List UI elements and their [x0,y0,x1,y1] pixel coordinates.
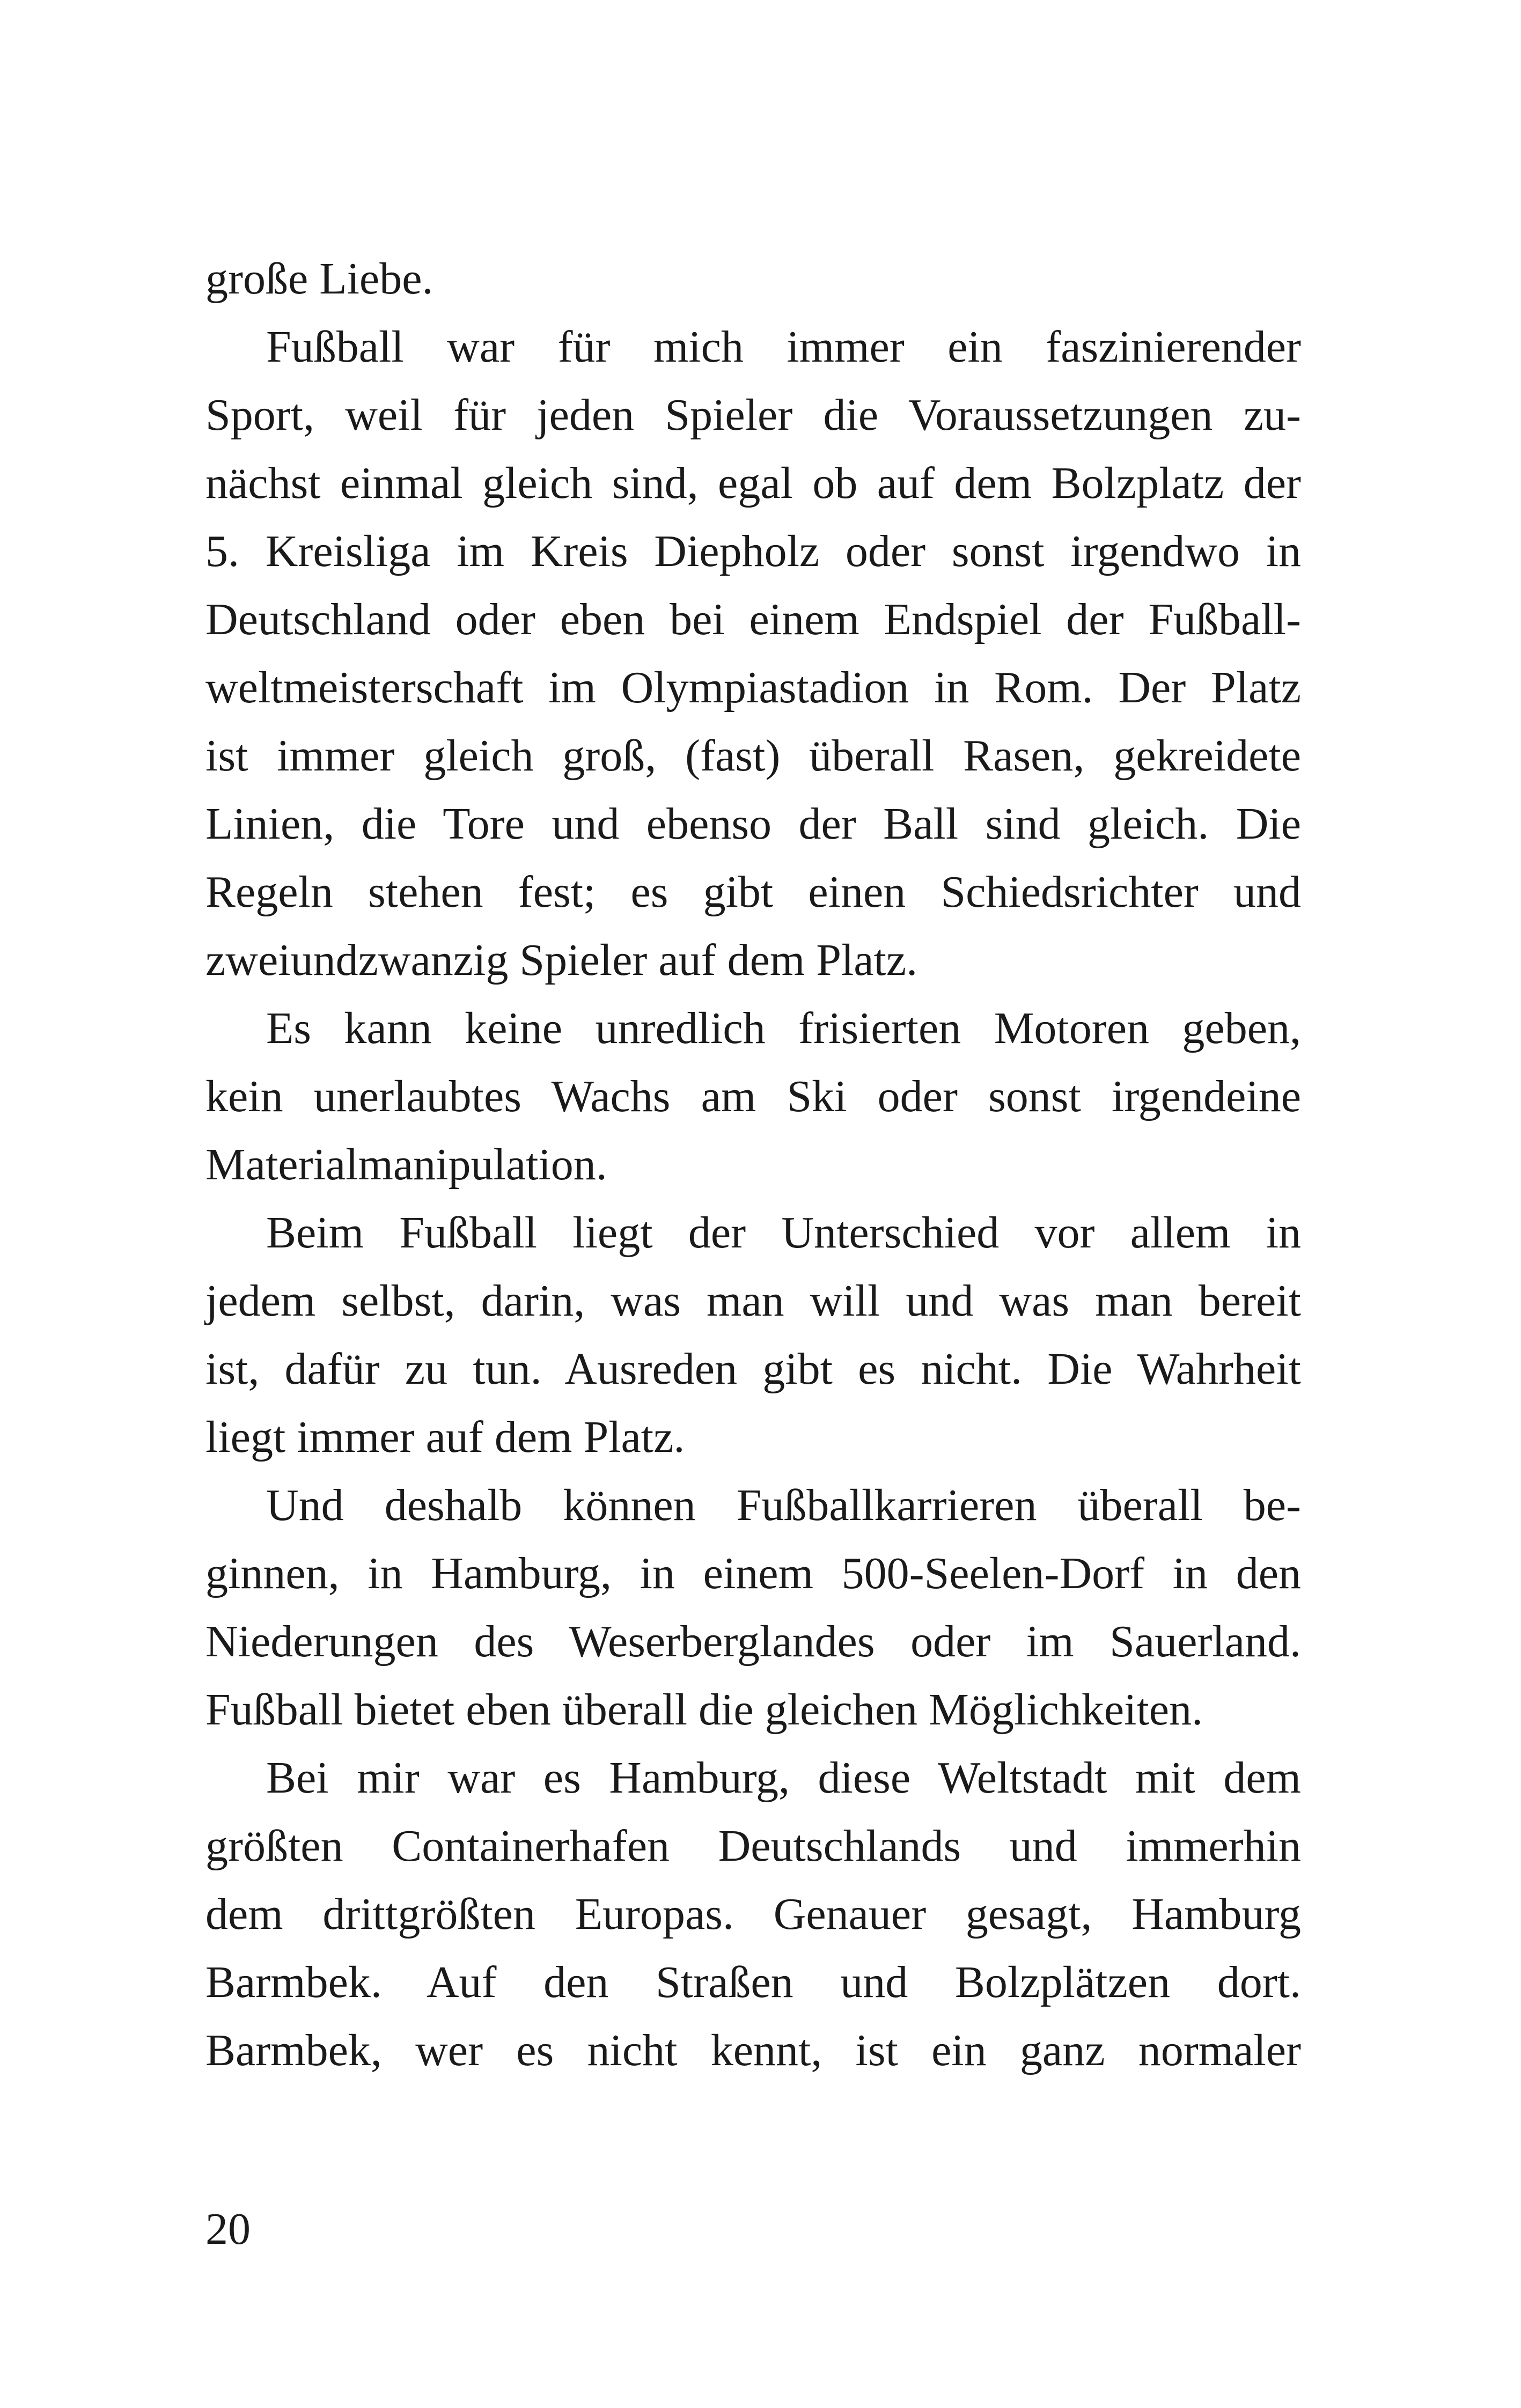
paragraph-first-line: Und deshalb können Fußballkarrieren überall be- [266,1480,1301,1530]
body-text [205,245,1301,2084]
text-line: jedem selbst, darin, was man will und was man bereit [205,1276,1301,1326]
paragraph-first-line: Bei mir war es Hamburg, diese Weltstadt mit dem [266,1753,1301,1803]
text-line: ist immer gleich groß, (fast) überall Rasen, gekreidete [205,731,1301,781]
text-line: Niederungen des Weserberglandes oder im Sauerland. [205,1617,1301,1666]
text-line: große Liebe. [205,254,433,304]
text-line: kein unerlaubtes Wachs am Ski oder sonst irgendeine [205,1071,1301,1121]
text-line: Barmbek. Auf den Straßen und Bolzplätzen dort. [205,1957,1301,2007]
text-line: Linien, die Tore und ebenso der Ball sind gleich. Die [205,799,1301,849]
text-line: zweiundzwanzig Spieler auf dem Platz. [205,935,918,985]
text-line: größten Containerhafen Deutschlands und immerhin [205,1821,1301,1871]
paragraph-first-line: Beim Fußball liegt der Unterschied vor allem in [266,1208,1301,1258]
text-line: Regeln stehen fest; es gibt einen Schiedsrichter und [205,867,1301,917]
text-line: Barmbek, wer es nicht kennt, ist ein ganz normaler [205,2025,1301,2075]
text-line: ginnen, in Hamburg, in einem 500-Seelen-Dorf in den [205,1548,1301,1598]
page-number: 20 [205,2204,251,2254]
text-line: dem drittgrößten Europas. Genauer gesagt, Hamburg [205,1889,1301,1939]
text-line: Sport, weil für jeden Spieler die Voraussetzungen zu- [205,390,1301,440]
text-line: Fußball bietet eben überall die gleichen Möglichkeiten. [205,1685,1203,1735]
paragraph-first-line: Fußball war für mich immer ein faszinierender [266,322,1301,372]
text-line: nächst einmal gleich sind, egal ob auf dem Bolzplatz der [205,458,1301,508]
text-line: weltmeisterschaft im Olympiastadion in Rom. Der Platz [205,663,1301,713]
text-line: ist, dafür zu tun. Ausreden gibt es nicht. Die Wahrheit [205,1344,1301,1394]
text-line: 5. Kreisliga im Kreis Diepholz oder sonst irgendwo in [205,526,1301,576]
paragraph-first-line: Es kann keine unredlich frisierten Motoren geben, [266,1003,1301,1053]
text-line: Deutschland oder eben bei einem Endspiel der Fußball- [205,594,1301,644]
text-line: Materialmanipulation. [205,1140,607,1190]
text-line: liegt immer auf dem Platz. [205,1412,685,1462]
